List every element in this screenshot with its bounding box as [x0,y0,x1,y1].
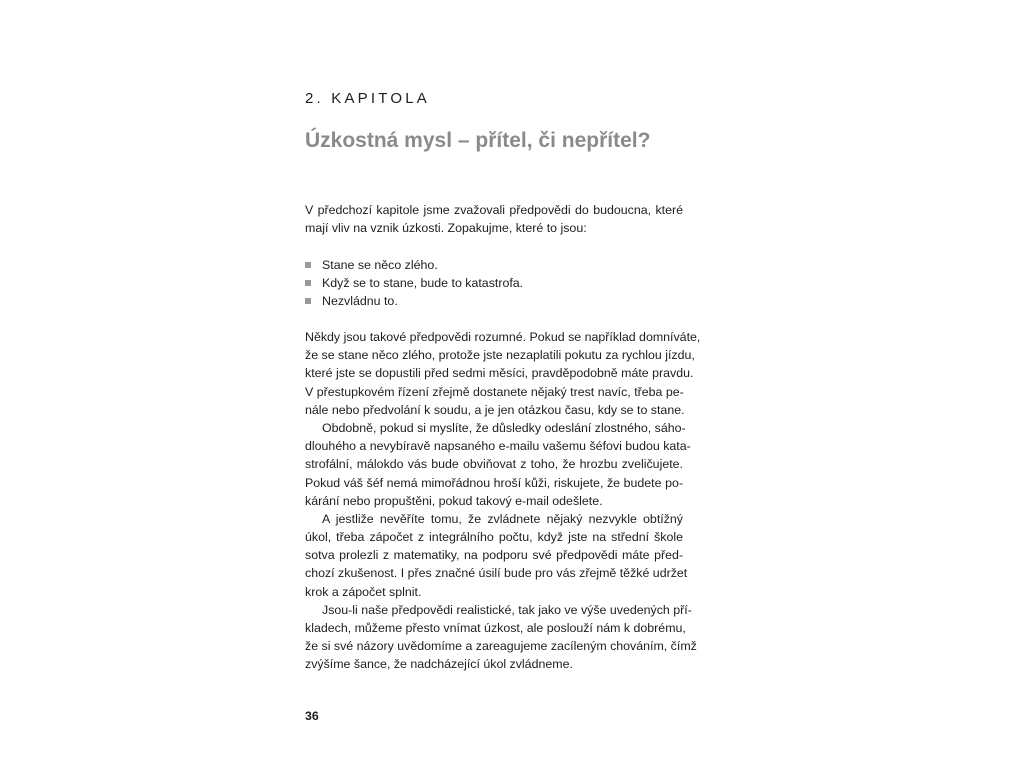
square-bullet-icon [305,280,311,286]
list-item [305,274,523,292]
text-line: Někdy jsou takové předpovědi rozumné. Pokud se například domníváte, [305,330,701,344]
text-line: nále nebo předvolání k soudu, a je jen otázkou času, kdy se to stane. [305,402,685,417]
body-text [305,328,701,674]
list-item-text: Stane se něco zlého. [322,258,438,272]
text-line: že se stane něco zlého, protože jste nezaplatili pokutu za rychlou jízdu, [305,348,695,363]
text-line: chozí zkušenost. I přes značné úsilí bude pro vás zřejmě těžké udržet [305,566,688,581]
list-item [305,256,523,274]
chapter-title: Úzkostná mysl – přítel, či nepřítel? [305,129,651,152]
list-item [305,292,523,310]
text-line: V přestupkovém řízení zřejmě dostanete nějaký trest navíc, třeba pe- [305,384,684,399]
text-line: kladech, můžeme přesto vnímat úzkost, ale poslouží nám k dobrému, [305,621,686,635]
text-line: V předchozí kapitole jsme zvažovali předpovědi do budoucna, které [305,203,683,217]
chapter-label: 2. KAPITOLA [305,90,430,107]
text-line: strofální, málokdo vás bude obviňovat z toho, že hrozbu zveličujete. [305,457,683,472]
intro-paragraph [305,201,683,237]
text-line: Pokud váš šéf nemá mimořádnou hroší kůži, riskujete, že budete po- [305,475,683,490]
text-line: dlouhého a nevybíravě napsaného e-mailu vašemu šéfovi budou kata- [305,439,691,454]
text-line: Obdobně, pokud si myslíte, že důsledky odeslání zlostného, sáho- [322,420,686,435]
text-line: kárání nebo propuštěni, pokud takový e-mail odešlete. [305,493,603,508]
square-bullet-icon [305,298,311,304]
text-line: sotva prolezli z matematiky, na podporu své předpovědi máte před- [305,548,683,563]
bullet-list [305,256,523,311]
text-line: úkol, třeba zápočet z integrálního počtu, když jste na střední škole [305,530,683,545]
text-line: Jsou-li naše předpovědi realistické, tak jako ve výše uvedených pří- [322,602,692,617]
text-line: že si své názory uvědomíme a zareagujeme zacíleným chováním, čímž [305,639,697,654]
list-item-text: Když se to stane, bude to katastrofa. [322,276,524,291]
text-line: A jestliže nevěříte tomu, že zvládnete nějaký nezvykle obtížný [322,511,683,526]
text-line: mají vliv na vznik úzkosti. Zopakujme, které to jsou: [305,221,587,236]
text-line: které jste se dopustili před sedmi měsíci, pravděpodobně máte pravdu. [305,366,694,381]
square-bullet-icon [305,262,311,268]
text-line: krok a zápočet splnit. [305,584,422,599]
list-item-text: Nezvládnu to. [322,294,398,309]
text-line: zvýšíme šance, že nadcházející úkol zvládneme. [305,657,573,672]
page-number: 36 [305,709,319,723]
